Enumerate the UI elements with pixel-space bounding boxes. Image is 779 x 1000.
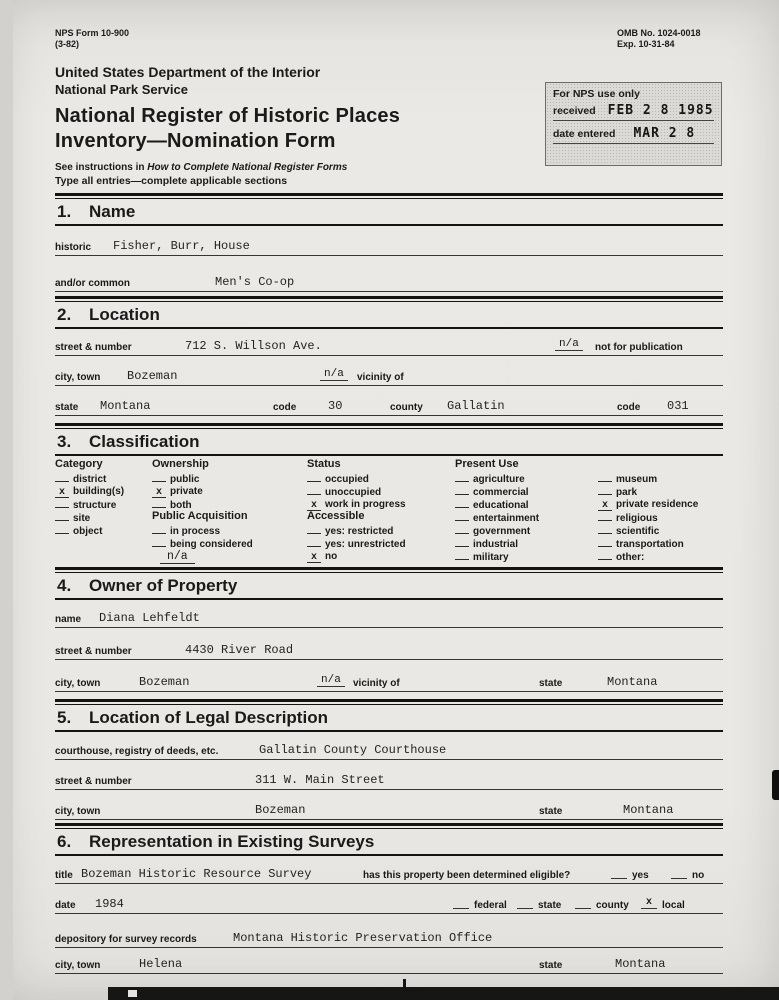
field-row-depository (55, 924, 723, 948)
checkbox-label: educational (473, 500, 529, 511)
omb-number: OMB No. 1024-0018 (617, 28, 701, 38)
section-number: 2. (57, 305, 72, 324)
courthouse-value: Gallatin County Courthouse (259, 743, 447, 757)
depository-label: depository for survey records (55, 934, 197, 945)
instructions-manual-title: How to Complete National Register Forms (147, 162, 348, 173)
section-6-heading (55, 823, 723, 856)
checkbox-yes-unrestricted (307, 536, 455, 549)
section-number: 4. (57, 576, 72, 595)
vicinity-na: n/a (320, 368, 348, 381)
checkbox-label: site (73, 513, 91, 524)
acquisition-na-value: n/a (160, 550, 195, 564)
courthouse-label: courthouse, registry of deeds, etc. (55, 746, 219, 757)
city-value: Bozeman (127, 369, 178, 383)
nps-box-title: For NPS use only (553, 88, 640, 100)
nps-use-only-box (545, 82, 722, 166)
checkbox-mark (455, 549, 469, 560)
field-row-owner-name (55, 604, 723, 628)
checkbox-mark: x (307, 552, 321, 563)
checkbox-private (152, 484, 307, 497)
section-number: 1. (57, 202, 72, 221)
county-blank (575, 897, 591, 909)
section-rule (55, 854, 723, 856)
checkbox-mark (152, 523, 166, 534)
vicinity-label: vicinity of (357, 372, 404, 383)
checkbox-mark (55, 523, 69, 534)
checkbox-label: occupied (325, 474, 369, 485)
survey-title-label: title (55, 870, 73, 881)
checkbox-label: scientific (616, 526, 660, 537)
section-rule (55, 327, 723, 329)
section-rule (55, 730, 723, 732)
checkbox-district (55, 471, 152, 484)
section-rule (55, 224, 723, 226)
field-row-survey-city (55, 952, 723, 974)
checkbox-park (598, 484, 723, 497)
section-title-text: Representation in Existing Surveys (89, 832, 375, 851)
checkbox-no (307, 549, 455, 562)
instructions-line2: Type all entries—complete applicable sections (55, 175, 288, 187)
checkbox-label: religious (616, 513, 658, 524)
not-for-publication-label: not for publication (595, 342, 683, 353)
checkbox-label: unoccupied (325, 487, 382, 498)
county-code-label: code (617, 402, 641, 413)
section-6-title (55, 829, 723, 854)
checkbox-label: no (325, 551, 338, 562)
section-rule (55, 454, 723, 456)
section-title-text: Location of Legal Description (89, 708, 328, 727)
checkbox-label: district (73, 474, 107, 485)
owner-city-label: city, town (55, 678, 101, 689)
legal-city-label: city, town (55, 806, 101, 817)
legal-state-value: Montana (623, 803, 674, 817)
checkbox-label: museum (616, 474, 658, 485)
county-code-value: 031 (667, 399, 689, 413)
checkbox-mark (55, 497, 69, 508)
checkbox-mark (598, 549, 612, 560)
eligible-no-blank (671, 867, 687, 879)
owner-street-label: street & number (55, 646, 132, 657)
acquisition-na (152, 549, 307, 562)
checkbox-label: agriculture (473, 474, 525, 485)
present-use-col1 (455, 471, 598, 562)
federal-blank (453, 897, 469, 909)
section-1-title (55, 199, 723, 224)
classification-block (55, 458, 723, 562)
present-use-col2 (598, 471, 723, 562)
section-title-text: Location (89, 305, 160, 324)
checkbox-mark (307, 471, 321, 482)
legal-city-value: Bozeman (255, 803, 306, 817)
eligible-yes-blank (611, 867, 627, 879)
checkbox-label: both (170, 500, 192, 511)
section-1-heading (55, 193, 723, 226)
form-title-line2: Inventory—Nomination Form (55, 130, 336, 152)
section-number: 6. (57, 832, 72, 851)
omb-block (617, 28, 701, 50)
state-value: Montana (100, 399, 151, 413)
accessible-title: Accessible (307, 510, 365, 522)
checkbox-educational (455, 497, 598, 510)
checkbox-mark (598, 510, 612, 521)
checkbox-being-considered (152, 536, 307, 549)
checkbox-site (55, 510, 152, 523)
field-row-owner-street (55, 636, 723, 660)
checkbox-mark (307, 523, 321, 534)
checkbox-agriculture (455, 471, 598, 484)
checkbox-commercial (455, 484, 598, 497)
local-blank: x (641, 897, 657, 909)
county-value: Gallatin (447, 399, 505, 413)
depository-value: Montana Historic Preservation Office (233, 931, 493, 945)
checkbox-museum (598, 471, 723, 484)
common-value: Men's Co-op (215, 275, 295, 289)
state-code-label: code (273, 402, 297, 413)
form-number-block (55, 28, 129, 50)
checkbox-mark: x (152, 487, 166, 498)
street-value: 712 S. Willson Ave. (185, 339, 322, 353)
checkbox-label: military (473, 552, 509, 563)
checkbox-label: being considered (170, 539, 253, 550)
section-2-title (55, 302, 723, 327)
checkbox-label: yes: unrestricted (325, 539, 406, 550)
checkbox-both (152, 497, 307, 510)
checkbox-mark: x (307, 500, 321, 511)
present-use-column (455, 458, 723, 562)
checkbox-unoccupied (307, 484, 455, 497)
checkbox-label: work in progress (325, 499, 406, 510)
department-title: United States Department of the Interior (55, 64, 321, 80)
owner-name-label: name (55, 614, 82, 625)
state-blank (517, 897, 533, 909)
county-level-label: county (596, 900, 629, 911)
checkbox-transportation (598, 536, 723, 549)
section-5-heading (55, 699, 723, 732)
instructions-line1 (55, 162, 347, 173)
state-label: state (55, 402, 79, 413)
checkbox-entertainment (455, 510, 598, 523)
owner-city-value: Bozeman (139, 675, 190, 689)
checkbox-other (598, 549, 723, 562)
checkbox-label: object (73, 526, 103, 537)
owner-state-label: state (539, 678, 563, 689)
field-row-survey-date (55, 890, 723, 914)
ownership-title: Ownership (152, 458, 209, 470)
checkbox-religious (598, 510, 723, 523)
scan-artifact-blob (772, 770, 779, 800)
checkbox-mark (55, 510, 69, 521)
owner-vicinity-na: n/a (317, 674, 345, 687)
survey-city-value: Helena (139, 957, 183, 971)
checkbox-military (455, 549, 598, 562)
survey-date-value: 1984 (95, 897, 124, 911)
checkbox-mark (455, 523, 469, 534)
state-level-label: state (538, 900, 562, 911)
checkbox-mark (455, 471, 469, 482)
field-row-city (55, 362, 723, 386)
checkbox-mark (152, 471, 166, 482)
checkbox-label: park (616, 487, 638, 498)
checkbox-mark (598, 536, 612, 547)
checkbox-buildings (55, 484, 152, 497)
checkbox-mark (55, 471, 69, 482)
checkbox-label: transportation (616, 539, 684, 550)
status-title: Status (307, 458, 341, 470)
section-number: 5. (57, 708, 72, 727)
checkbox-mark (598, 523, 612, 534)
owner-name-value: Diana Lehfeldt (99, 611, 200, 625)
checkbox-work-in-progress (307, 497, 455, 510)
historic-label: historic (55, 242, 92, 253)
checkbox-label: public (170, 474, 200, 485)
checkbox-yes-restricted (307, 523, 455, 536)
field-row-owner-city (55, 668, 723, 692)
received-row (553, 103, 714, 121)
field-row-street (55, 332, 723, 356)
section-title-text: Owner of Property (89, 576, 238, 595)
survey-date-label: date (55, 900, 76, 911)
checkbox-mark: x (598, 500, 612, 511)
checkbox-private-residence (598, 497, 723, 510)
date-entered-row (553, 126, 714, 144)
not-for-publication-na: n/a (555, 338, 583, 351)
section-4-title (55, 573, 723, 598)
scan-left-edge (0, 0, 13, 1000)
section-5-title (55, 705, 723, 730)
checkbox-structure (55, 497, 152, 510)
field-row-common-name (55, 268, 723, 292)
checkbox-mark (455, 536, 469, 547)
eligible-no-label: no (692, 870, 705, 881)
form-number: NPS Form 10-900 (55, 28, 130, 38)
city-label: city, town (55, 372, 101, 383)
survey-state-label: state (539, 960, 563, 971)
section-4-heading (55, 567, 723, 600)
service-title: National Park Service (55, 82, 188, 97)
scan-bottom-notch (128, 990, 137, 997)
omb-expiration: Exp. 10-31-84 (617, 39, 675, 49)
survey-title-value: Bozeman Historic Resource Survey (81, 867, 312, 881)
checkbox-government (455, 523, 598, 536)
checkbox-mark: x (55, 487, 69, 498)
crop-mark-horizontal (405, 990, 419, 993)
section-title-text: Classification (89, 432, 200, 451)
section-rule (55, 598, 723, 600)
field-row-state (55, 392, 723, 416)
checkbox-label: structure (73, 500, 117, 511)
date-entered-stamp: MAR 2 8 (633, 126, 696, 141)
legal-street-label: street & number (55, 776, 132, 787)
checkbox-mark (455, 497, 469, 508)
checkbox-label: entertainment (473, 513, 540, 524)
owner-vicinity-label: vicinity of (353, 678, 400, 689)
historic-value: Fisher, Burr, House (113, 239, 250, 253)
checkbox-label: private (170, 486, 203, 497)
checkbox-mark (455, 484, 469, 495)
present-use-title: Present Use (455, 458, 519, 470)
field-row-survey-title (55, 860, 723, 884)
checkbox-in-process (152, 523, 307, 536)
local-label: local (662, 900, 685, 911)
public-acquisition-title: Public Acquisition (152, 510, 248, 522)
checkbox-mark (307, 484, 321, 495)
common-label: and/or common (55, 278, 131, 289)
checkbox-label: in process (170, 526, 221, 537)
section-2-heading (55, 296, 723, 329)
survey-city-label: city, town (55, 960, 101, 971)
checkbox-public (152, 471, 307, 484)
section-3-title (55, 429, 723, 454)
field-row-legal-city (55, 796, 723, 820)
category-column (55, 458, 152, 536)
state-code-value: 30 (328, 399, 343, 413)
owner-street-value: 4430 River Road (185, 643, 294, 657)
instructions-prefix: See instructions in (55, 162, 148, 173)
date-entered-label: date entered (553, 128, 616, 140)
checkbox-label: industrial (473, 539, 519, 550)
checkbox-occupied (307, 471, 455, 484)
checkbox-scientific (598, 523, 723, 536)
received-date-stamp: FEB 2 8 1985 (607, 103, 714, 118)
field-row-courthouse (55, 736, 723, 760)
checkbox-label: yes: restricted (325, 526, 394, 537)
eligible-yes-label: yes (632, 870, 649, 881)
checkbox-mark (598, 471, 612, 482)
checkbox-industrial (455, 536, 598, 549)
checkbox-mark (455, 510, 469, 521)
field-row-historic-name (55, 232, 723, 256)
status-column (307, 458, 455, 562)
checkbox-mark (152, 497, 166, 508)
eligible-label: has this property been determined eligible? (363, 870, 571, 881)
form-revision: (3-82) (55, 39, 80, 49)
scan-bottom-edge (108, 987, 779, 1000)
section-3-heading (55, 423, 723, 456)
federal-label: federal (474, 900, 507, 911)
checkbox-mark (307, 536, 321, 547)
category-title: Category (55, 458, 103, 470)
owner-state-value: Montana (607, 675, 658, 689)
checkbox-label: commercial (473, 487, 529, 498)
ownership-column (152, 458, 307, 562)
form-title-line1: National Register of Historic Places (55, 105, 401, 127)
field-row-legal-street (55, 766, 723, 790)
checkbox-label: other: (616, 552, 645, 563)
checkbox-object (55, 523, 152, 536)
checkbox-mark (152, 536, 166, 547)
street-label: street & number (55, 342, 132, 353)
legal-state-label: state (539, 806, 563, 817)
county-label: county (390, 402, 423, 413)
section-title-text: Name (89, 202, 136, 221)
checkbox-label: government (473, 526, 531, 537)
checkbox-mark (598, 484, 612, 495)
survey-state-value: Montana (615, 957, 666, 971)
checkbox-label: private residence (616, 499, 699, 510)
legal-street-value: 311 W. Main Street (255, 773, 385, 787)
section-number: 3. (57, 432, 72, 451)
checkbox-label: building(s) (73, 486, 125, 497)
received-label: received (553, 105, 596, 117)
